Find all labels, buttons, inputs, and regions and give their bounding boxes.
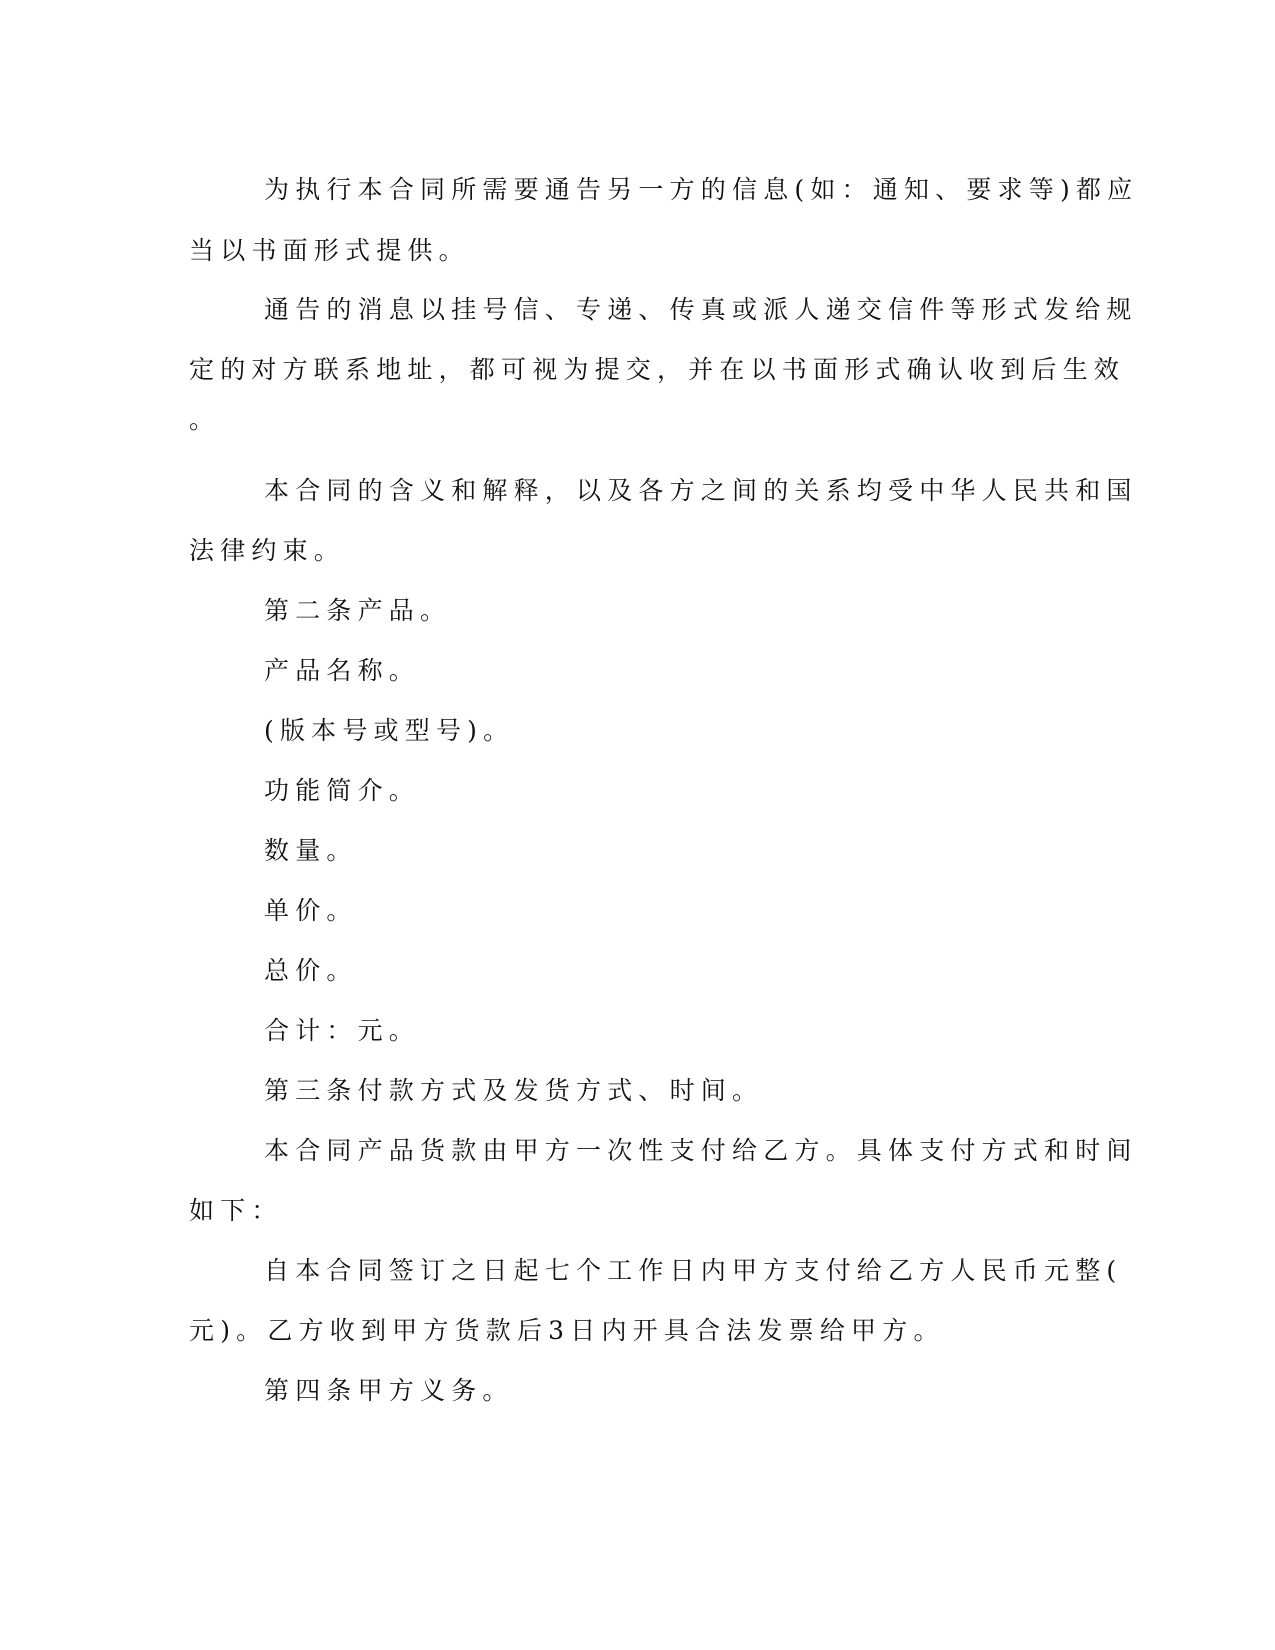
- product-sum-item: 合计：元。: [264, 1016, 421, 1045]
- product-name-item: 产品名称。: [264, 656, 421, 685]
- product-quantity-item: 数量。: [264, 836, 358, 865]
- product-function-item: 功能简介。: [264, 776, 421, 805]
- paragraph-governing-law-line-1: 本合同的含义和解释，以及各方之间的关系均受中华人民共和国: [264, 476, 1138, 505]
- paragraph-notice-delivery-line-1: 通告的消息以挂号信、专递、传真或派人递交信件等形式发给规: [264, 295, 1138, 324]
- article-2-heading: 第二条产品。: [264, 596, 452, 625]
- product-total-price-item: 总价。: [264, 956, 358, 985]
- article-4-heading: 第四条甲方义务。: [264, 1376, 514, 1405]
- article-3-heading: 第三条付款方式及发货方式、时间。: [264, 1076, 764, 1105]
- paragraph-notice-info-line-2: 当以书面形式提供。: [189, 236, 470, 265]
- paragraph-notice-info-line-1: 为执行本合同所需要通告另一方的信息(如：通知、要求等)都应: [264, 175, 1139, 204]
- paragraph-payment-schedule-line-1: 自本合同签订之日起七个工作日内甲方支付给乙方人民币元整(: [264, 1256, 1123, 1285]
- product-unit-price-item: 单价。: [264, 896, 358, 925]
- paragraph-governing-law-line-2: 法律约束。: [189, 536, 346, 565]
- paragraph-notice-delivery-line-2: 定的对方联系地址，都可视为提交，并在以书面形式确认收到后生效: [189, 355, 1126, 384]
- paragraph-payment-line-1: 本合同产品货款由甲方一次性支付给乙方。具体支付方式和时间: [264, 1136, 1138, 1165]
- paragraph-payment-line-2: 如下：: [189, 1196, 283, 1225]
- paragraph-payment-schedule-line-2: 元)。乙方收到甲方货款后3日内开具合法发票给甲方。: [189, 1316, 945, 1345]
- paragraph-notice-delivery-line-3: 。: [189, 405, 221, 434]
- product-version-item: (版本号或型号)。: [264, 716, 515, 745]
